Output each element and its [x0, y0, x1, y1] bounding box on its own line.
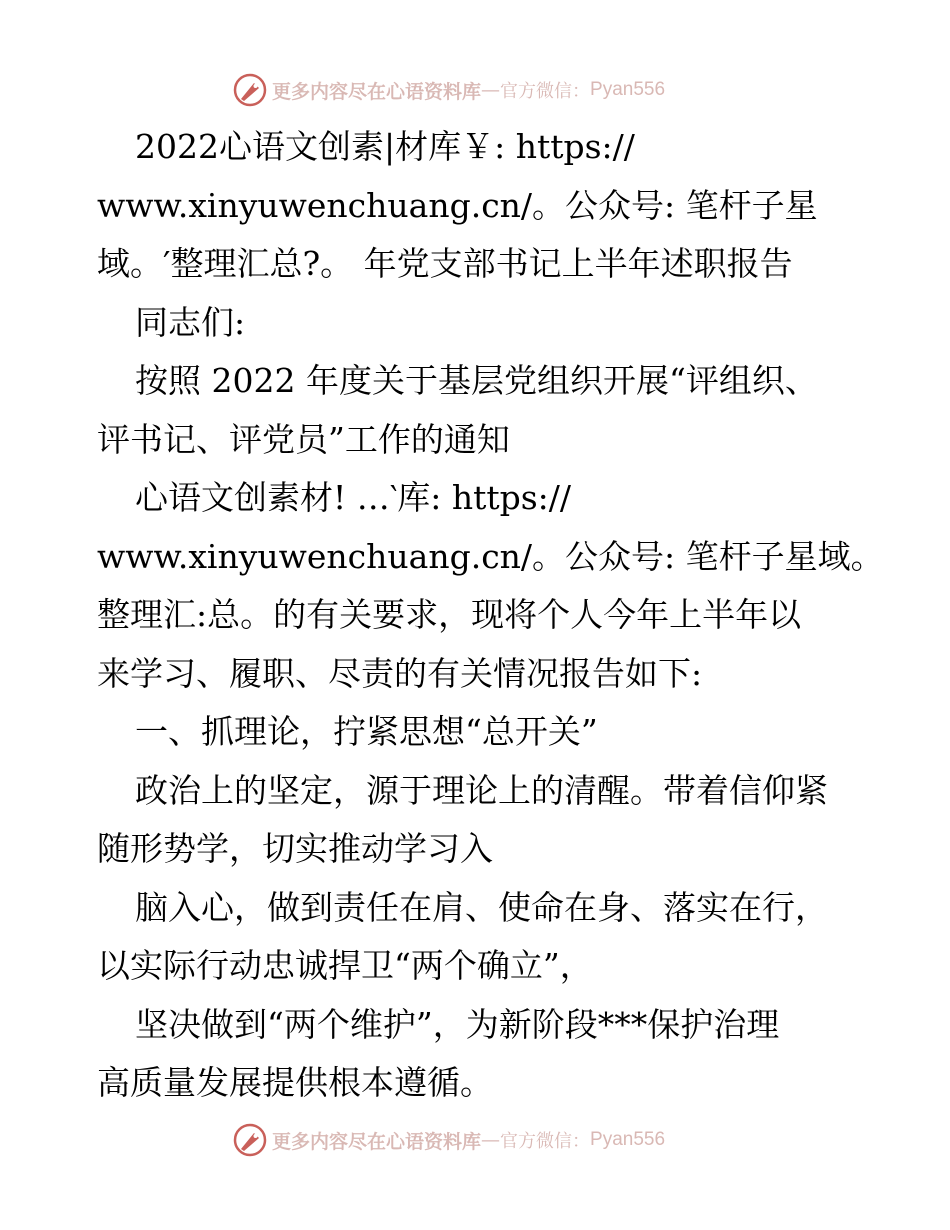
watermark-separator: — — [481, 79, 501, 101]
watermark-separator: — — [481, 1129, 501, 1151]
text-line: 评书记、评党员”工作的通知 — [97, 419, 510, 459]
watermark-text: 更多内容尽在心语资料库 — [272, 80, 482, 103]
text-line: 以实际行动忠诚捍卫“两个确立”， — [97, 946, 593, 985]
text-line: 随形势学，切实推动学习入 — [97, 829, 493, 868]
text-line: 坚决做到“两个维护”，为新阶段***保护治理 — [135, 1004, 780, 1044]
pen-nib-seal-icon — [232, 72, 268, 108]
text-line: 域。′整理汇总?。 年党支部书记上半年述职报告 — [97, 244, 793, 283]
watermark-wechat-id: Pyan556 — [590, 1129, 666, 1150]
text-line: 脑入心，做到责任在肩、使命在身、落实在行， — [135, 887, 828, 927]
watermark-wechat-label: 官方微信： — [500, 1131, 591, 1152]
text-line: 心语文创素材! …‵库: https:// — [135, 478, 572, 517]
header-watermark-banner — [232, 70, 665, 110]
text-line: www.xinyuwenchuang.cn/。公众号: 笔杆子星 — [97, 185, 818, 225]
watermark-wechat-id: Pyan556 — [590, 79, 666, 100]
footer-watermark-banner — [232, 1120, 665, 1160]
watermark-text: 更多内容尽在心语资料库 — [272, 1130, 482, 1153]
text-line: www.xinyuwenchuang.cn/。公众号: 笔杆子星域。 — [97, 536, 884, 576]
watermark-wechat-label: 官方微信： — [500, 81, 591, 102]
text-line: 按照 2022 年度关于基层党组织开展“评组织、 — [135, 361, 818, 400]
text-line: 来学习、履职、尽责的有关情况报告如下: — [97, 653, 703, 693]
text-line: 政治上的坚定，源于理论上的清醒。带着信仰紧 — [135, 770, 828, 810]
text-line: 同志们: — [135, 302, 246, 342]
text-line: 整理汇:总。的有关要求，现将个人今年上半年以 — [97, 595, 802, 634]
pen-nib-seal-icon — [232, 1122, 268, 1158]
text-line: 一、抓理论，拧紧思想“总开关” — [135, 712, 598, 751]
text-line: 高质量发展提供根本遵循。 — [97, 1063, 493, 1102]
document-body — [97, 118, 884, 1113]
text-line: 2022心语文创素|材库￥: https:// — [135, 127, 635, 166]
